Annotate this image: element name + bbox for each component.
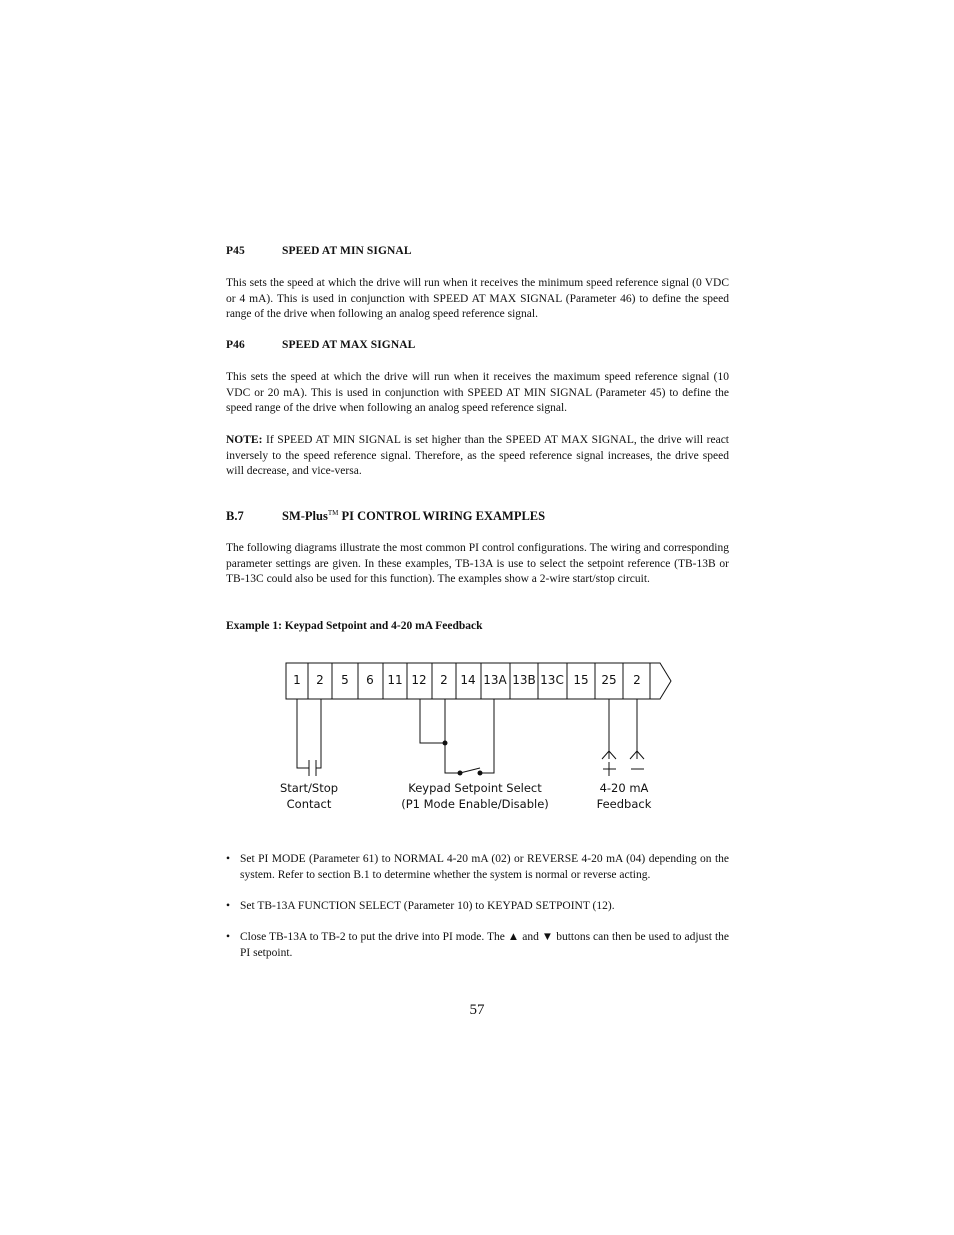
terminal-label: 15 [573,673,589,687]
bullet-dot: • [226,931,231,943]
bullet-text: Set TB-13A FUNCTION SELECT (Parameter 10) to KEYPAD SETPOINT (12). [240,900,615,912]
terminal-dividers [308,663,650,699]
switch-contact-dot-left [458,771,463,776]
bullet-dot: • [226,853,231,865]
terminal-label: 12 [411,673,427,687]
note-label: NOTE: [226,434,263,446]
p45-body: This sets the speed at which the drive will run when it receives the minimum speed reference signal (0 VDC or 4 mA). This is used in conjunction with SPEED AT MAX SIGNAL (Parameter 46) to define the speed range of the drive when following an analog speed reference signal. [226,277,729,321]
bullet-dot: • [226,900,231,912]
p45-code: P45 [226,245,245,257]
start-stop-label: Start/Stop [279,781,339,795]
keypad-setpoint-wiring [420,699,494,773]
note-text: If SPEED AT MIN SIGNAL is set higher than the SPEED AT MAX SIGNAL, the drive will react inversely to the speed reference signal. Therefore, as the speed reference signal increases, the drive speed will decrease, and vice-versa. [226,434,729,478]
intro-paragraph: The following diagrams illustrate the most common PI control configurations. The wiring and corresponding parameter settings are given. In these examples, TB-13A is use to select the setpoint reference (TB-13B or TB-13C could also be used for this function). The examples show a 2-wire start/stop circuit. [226,542,729,586]
terminal-label: 2 [633,673,641,687]
bullet-item [226,852,729,883]
bullet-item [226,930,729,961]
keypad-select-label-2: (P1 Mode Enable/Disable) [401,797,549,811]
keypad-select-label: Keypad Setpoint Select [408,781,542,795]
terminal-label: 13B [512,673,536,687]
start-stop-wiring [297,699,321,776]
terminal-label: 13A [483,673,507,687]
terminal-label: 6 [366,673,374,687]
example-title: Example 1: Keypad Setpoint and 4-20 mA Feedback [226,620,483,632]
terminal-label: 2 [440,673,448,687]
terminal-label: 14 [460,673,476,687]
p46-body: This sets the speed at which the drive will run when it receives the maximum speed reference signal (10 VDC or 20 mA). This is used in conjunction with SPEED AT MIN SIGNAL (Parameter 45) to define the speed range of the drive when following an analog speed reference signal. [226,371,729,415]
feedback-label: 4-20 mA [599,781,649,795]
bullet-item [226,899,729,915]
terminal-label: 25 [601,673,617,687]
bullet-text: Set PI MODE (Parameter 61) to NORMAL 4-20 mA (02) or REVERSE 4-20 mA (04) depending on the system. Refer to section B.1 to determine whether the system is normal or reverse acting. [240,853,729,881]
bullet-text: Close TB-13A to TB-2 to put the drive into PI mode. The ▲ and ▼ buttons can then be used to adjust the PI setpoint. [240,931,729,959]
switch-contact-dot-right [478,771,483,776]
section-title-rest: PI CONTROL WIRING EXAMPLES [338,509,546,523]
feedback-wiring [602,699,644,776]
terminal-label: 2 [316,673,324,687]
p46-code: P46 [226,339,245,351]
terminal-label: 11 [387,673,403,687]
start-stop-label-2: Contact [286,797,332,811]
terminal-strip-end [650,663,671,699]
trademark-mark: TM [327,509,339,517]
p46-title: SPEED AT MAX SIGNAL [282,339,416,351]
feedback-label-2: Feedback [596,797,652,811]
section-title-brand: SM-Plus [282,509,328,523]
p45-title: SPEED AT MIN SIGNAL [282,245,412,257]
terminal-label: 13C [540,673,564,687]
section-number: B.7 [226,509,244,523]
junction-dot [443,741,448,746]
page-number: 57 [469,1002,485,1018]
terminal-label: 1 [293,673,301,687]
terminal-label: 5 [341,673,349,687]
